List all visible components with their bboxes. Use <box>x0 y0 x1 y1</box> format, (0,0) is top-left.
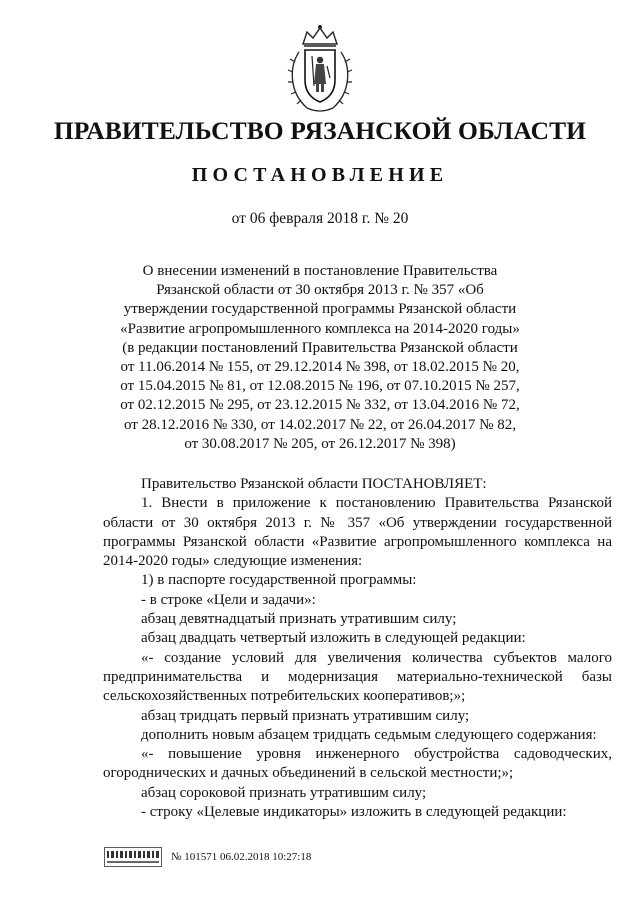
body-paragraph: - в строке «Цели и задачи»: <box>141 591 316 608</box>
body-paragraph: дополнить новым абзацем тридцать седьмым следующего содержания: <box>141 726 597 743</box>
subject-line: «Развитие агропромышленного комплекса на 2014-2020 годы» <box>120 320 520 337</box>
body-paragraph: абзац двадцать четвертый изложить в следующей редакции: <box>141 630 526 647</box>
body-paragraph: 1) в паспорте государственной программы: <box>141 572 417 589</box>
document-type: ПОСТАНОВЛЕНИЕ <box>191 164 449 186</box>
subject-line: от 30.08.2017 № 205, от 26.12.2017 № 398) <box>184 435 456 452</box>
subject-line: от 15.04.2015 № 81, от 12.08.2015 № 196, от 07.10.2015 № 257, <box>120 378 520 395</box>
body-paragraph: 1. Внести в приложение к постановлению Правительства Рязанской области от 30 октября 2013 г. № 357 «Об утверждении государственной программы Рязанской области «Развитие агропромышленного комплекса на 2014-2020 годы» следующие изменения: <box>103 495 612 570</box>
body-paragraph: «- повышение уровня инженерного обустройства садоводческих, огороднических и дачных объединений в сельской местности;»; <box>103 746 612 782</box>
subject-line: О внесении изменений в постановление Правительства <box>142 263 498 279</box>
subject-line: (в редакции постановлений Правительства Рязанской области <box>122 339 518 356</box>
subject-line: утверждении государственной программы Рязанской области <box>123 301 517 318</box>
subject-line: от 02.12.2015 № 295, от 23.12.2015 № 332, от 13.04.2016 № 72, <box>120 397 520 414</box>
document-subject <box>100 262 540 454</box>
subject-line: от 28.12.2016 № 330, от 14.02.2017 № 22, от 26.04.2017 № 82, <box>123 416 516 433</box>
registration-number: № 101571 06.02.2018 10:27:18 <box>171 851 312 863</box>
body-paragraph: Правительство Рязанской области ПОСТАНОВЛЯЕТ: <box>141 476 487 492</box>
document-date-number: от 06 февраля 2018 г. № 20 <box>231 210 409 227</box>
body-paragraph: - строку «Целевые индикаторы» изложить в следующей редакции: <box>141 804 567 821</box>
registration-stamp-icon <box>104 847 162 867</box>
organization-title: ПРАВИТЕЛЬСТВО РЯЗАНСКОЙ ОБЛАСТИ <box>53 116 587 145</box>
coat-of-arms-emblem <box>283 22 357 118</box>
subject-line: от 11.06.2014 № 155, от 29.12.2014 № 398, от 18.02.2015 № 20, <box>120 359 520 376</box>
document-body <box>103 475 612 822</box>
body-paragraph: абзац тридцать первый признать утратившим силу; <box>141 707 470 724</box>
body-paragraph: абзац девятнадцатый признать утратившим силу; <box>141 611 457 628</box>
body-paragraph: абзац сороковой признать утратившим силу; <box>141 784 427 801</box>
subject-line: Рязанской области от 30 октября 2013 г. № 357 «Об <box>156 282 484 299</box>
body-paragraph: «- создание условий для увеличения количества субъектов малого предпринимательства и модернизация материально-технической базы сельскохозяйственных потребительских кооперативов;»; <box>103 649 612 705</box>
